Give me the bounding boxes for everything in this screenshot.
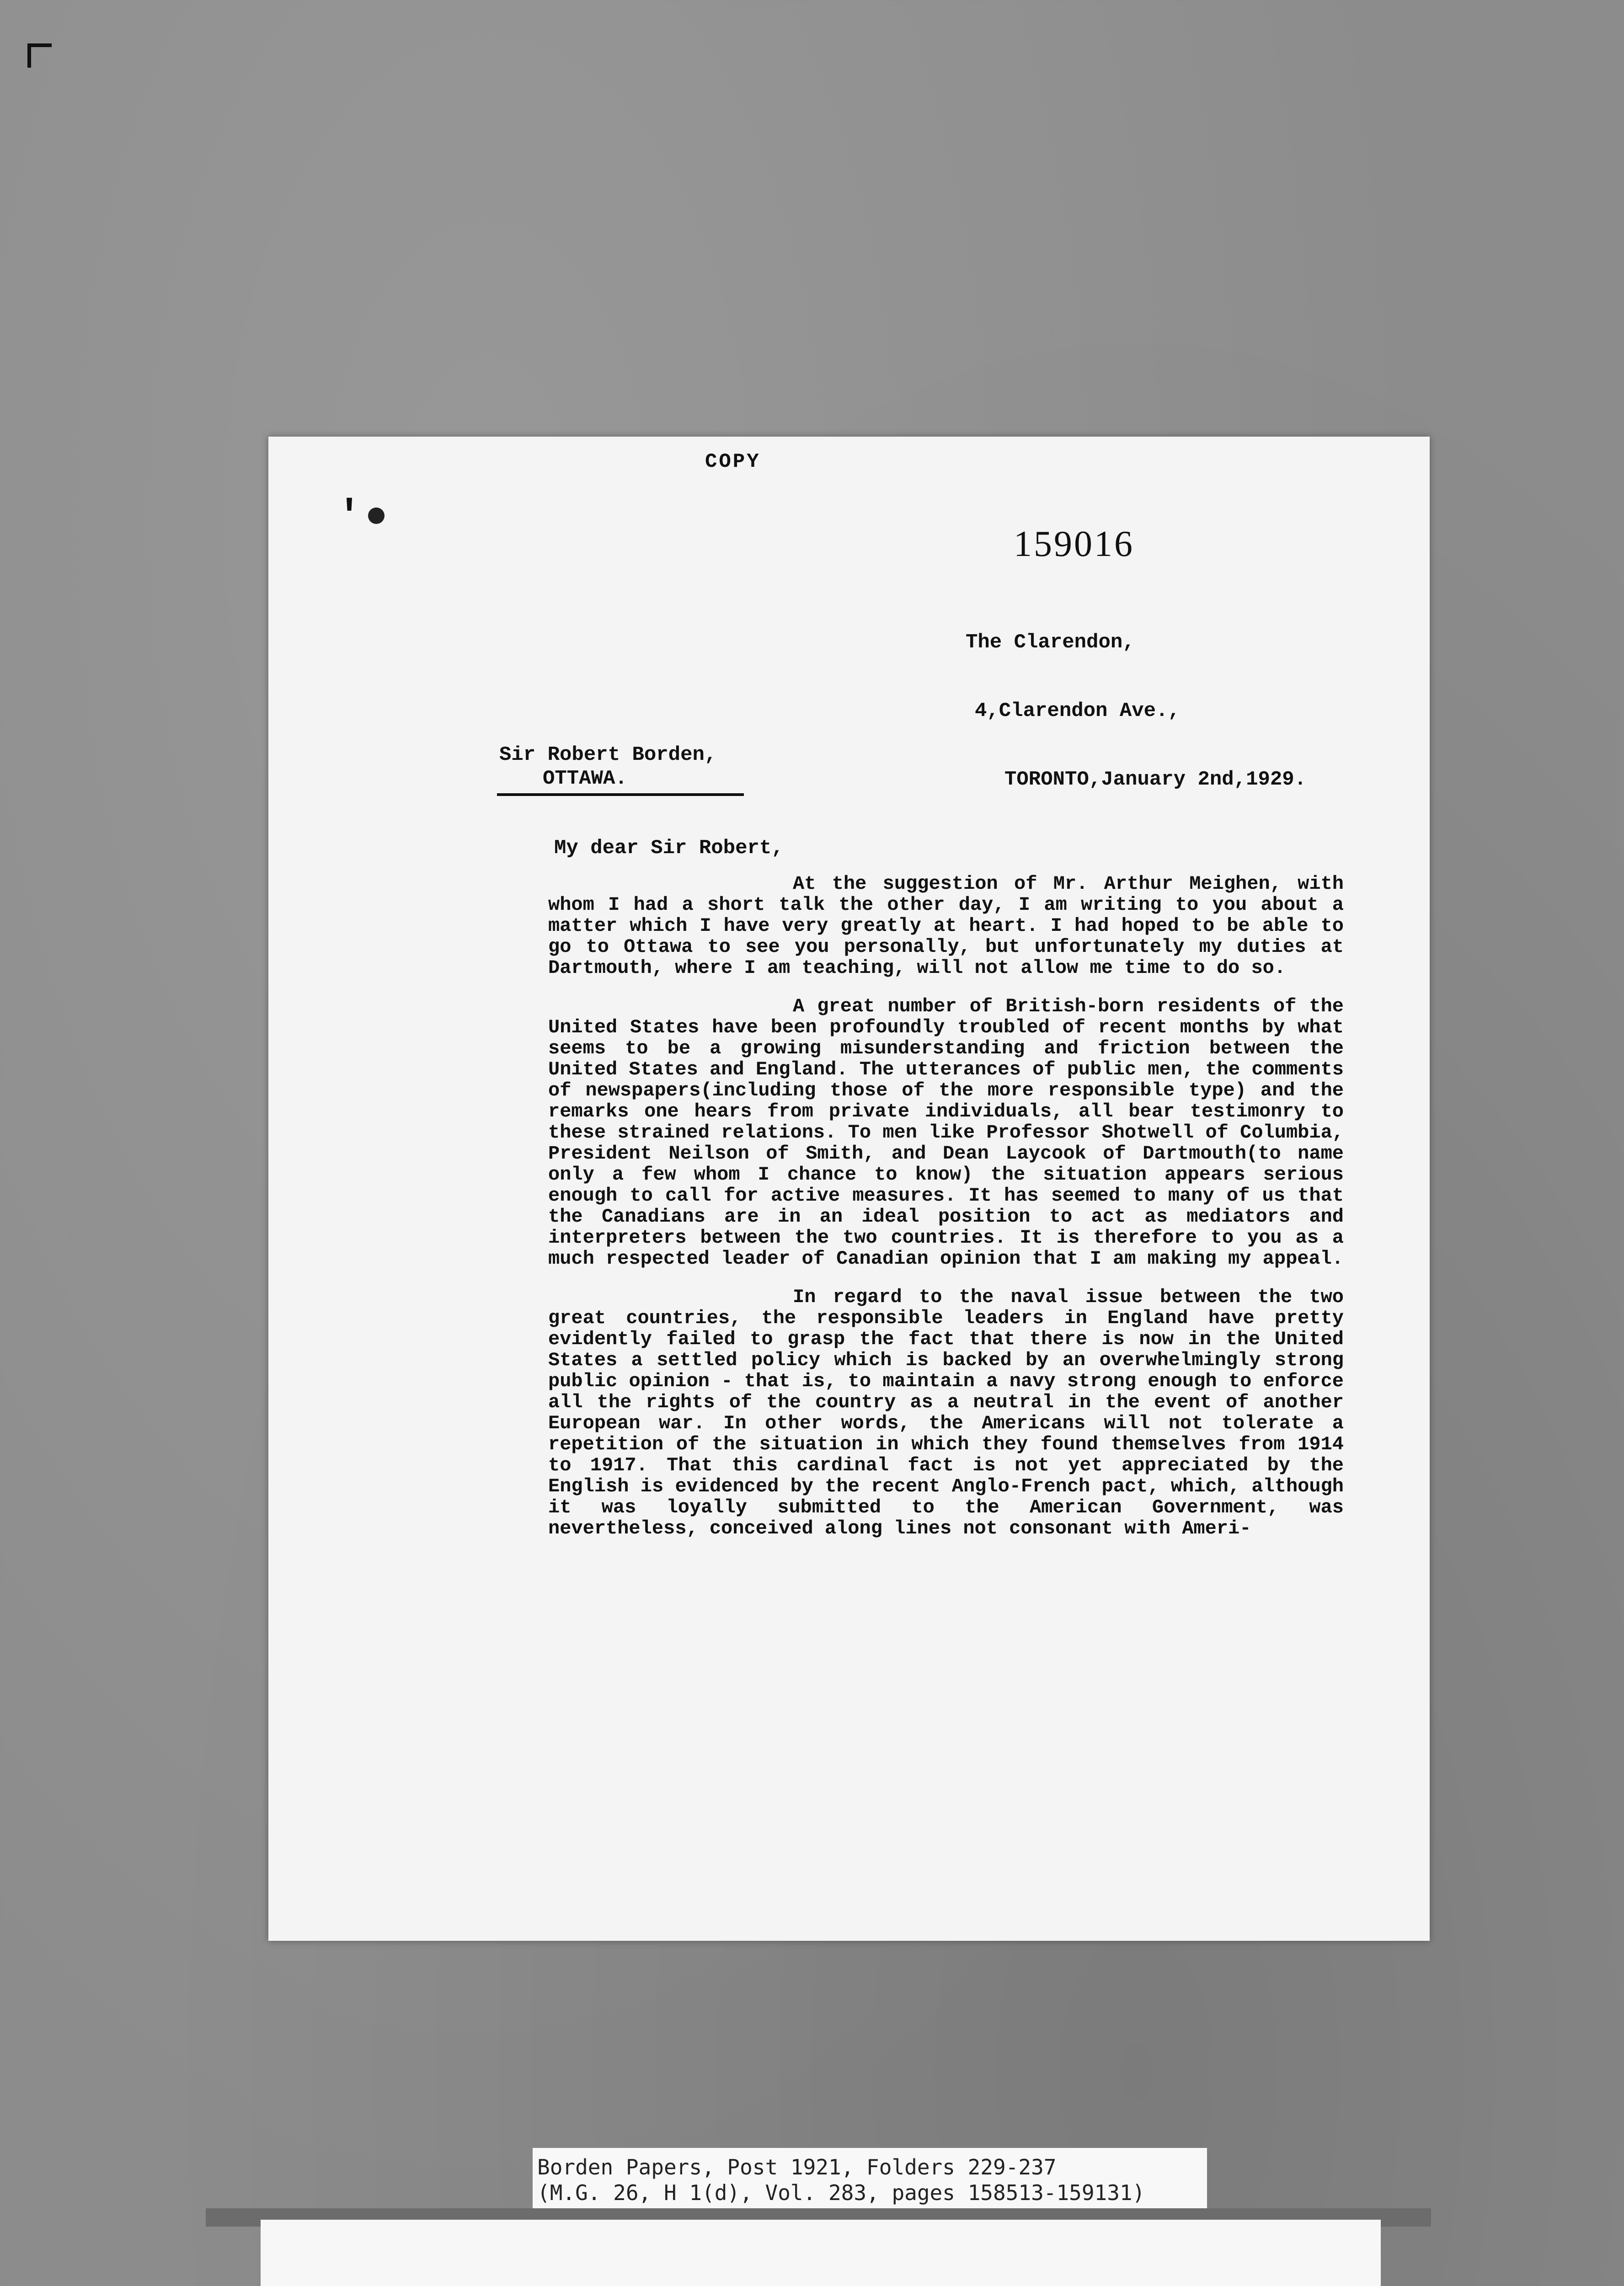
caption-line: (M.G. 26, H 1(d), Vol. 283, pages 158513-159131) bbox=[537, 2180, 1145, 2205]
letter-page bbox=[268, 437, 1430, 1941]
caption-line: Borden Papers, Post 1921, Folders 229-237 bbox=[537, 2155, 1057, 2179]
recipient-block bbox=[499, 743, 716, 790]
recipient-city: OTTAWA. bbox=[543, 767, 627, 790]
filing-mark: ' bbox=[337, 494, 362, 540]
recipient-underline bbox=[497, 793, 744, 796]
body-paragraph: In regard to the naval issue between the two great countries, the responsible leaders in England have pretty evidently failed to grasp the fact that there is now in the United States a settled policy which is backed by an overwhelmingly strong public opinion - that is, to maintain a navy strong enough to enforce all the rights of the country as a neutral in the event of another European war. In other words, the Americans will not tolerate a repetition of the situation in which they found themselves from 1914 to 1917. That this cardinal fact is not yet appreciated by the English is evidenced by the recent Anglo-French pact, which, although it was loyally submitted to the American Government, was nevertheless, conceived along lines not consonant with Ameri- bbox=[548, 1286, 1344, 1539]
sender-address bbox=[966, 585, 1306, 837]
recipient-name: Sir Robert Borden, bbox=[499, 743, 717, 766]
address-line: TORONTO,January 2nd,1929. bbox=[1004, 768, 1307, 791]
document-number: 159016 bbox=[1014, 524, 1134, 564]
body-paragraph: At the suggestion of Mr. Arthur Meighen, with whom I had a short talk the other day, I am writing to you about a matter which I have very greatly at heart. I had hoped to be able to go to Ottawa to see you personally, but unfortunately my duties at Dartmouth, where I am teaching, will not allow me time to do so. bbox=[548, 873, 1344, 979]
letter-body bbox=[548, 873, 1344, 1556]
salutation: My dear Sir Robert, bbox=[554, 837, 784, 860]
archive-caption bbox=[533, 2148, 1207, 2212]
frame-corner-mark bbox=[27, 43, 52, 68]
body-paragraph: A great number of British-born residents of the United States have been profoundly troubled of recent months by what seems to be a growing misunderstanding and friction between the United States and England. The utterances of public men, the comments of newspapers(including those of the more responsible type) and the remarks one hears from private individuals, all bear testimonry to these strained relations. To men like Professor Shotwell of Columbia, President Neilson of Smith, and Dean Laycook of Dartmouth(to name only a few whom I chance to know) the situation appears serious enough to call for active measures. It has seemed to many of us that the Canadians are in an ideal position to act as mediators and interpreters between the two countries. It is therefore to you as a much respected leader of Canadian opinion that I am making my appeal. bbox=[548, 995, 1344, 1270]
address-line: 4,Clarendon Ave., bbox=[975, 700, 1180, 722]
address-line: The Clarendon, bbox=[966, 631, 1135, 654]
punch-hole-icon bbox=[368, 507, 385, 524]
copy-stamp: COPY bbox=[705, 450, 761, 473]
archives-label bbox=[261, 2220, 1381, 2286]
